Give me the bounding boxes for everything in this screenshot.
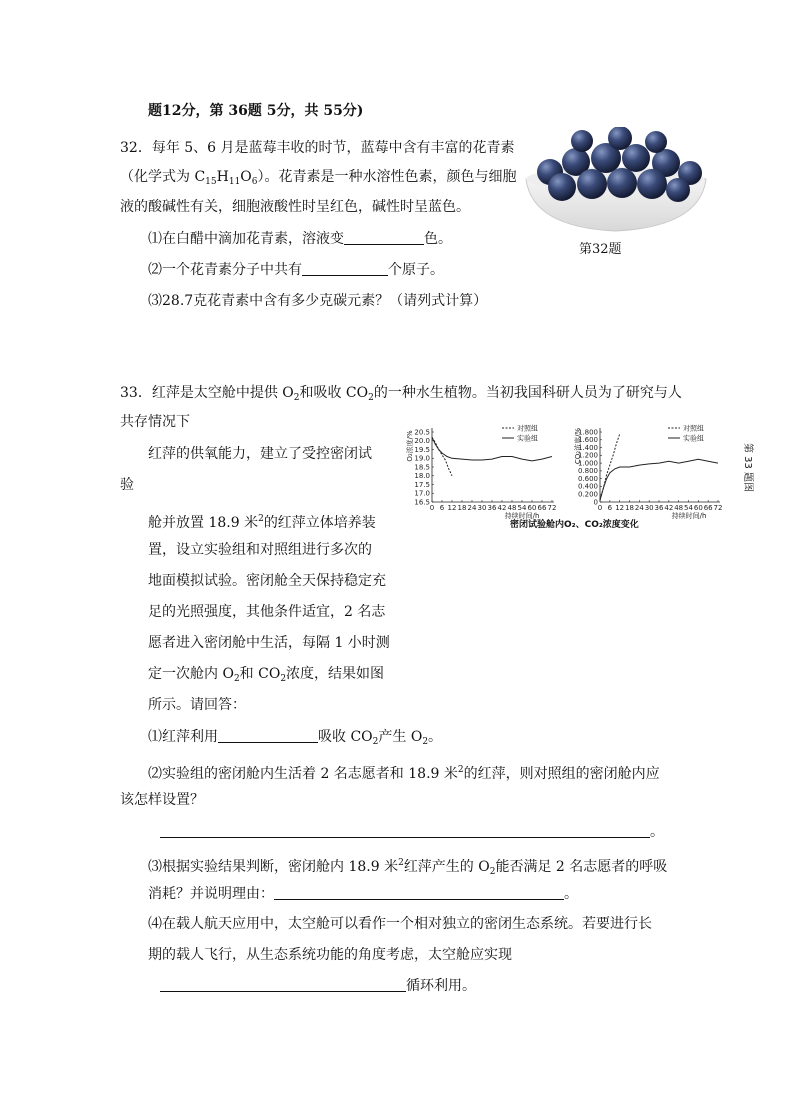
x-tick-label: 12	[447, 504, 457, 512]
q33-line9: 愿者进入密闭舱中生活，每隔 1 小时测	[148, 635, 390, 651]
series-line-experiment	[600, 459, 718, 500]
x-tick-label: 18	[625, 504, 634, 512]
y-tick-label: 0	[593, 498, 598, 507]
q33-part4-answer: 循环利用。	[160, 976, 476, 996]
x-tick-label: 54	[517, 504, 527, 512]
y-tick-label: 1.000	[577, 459, 598, 468]
q32-line3: 液的酸碱性有关，细胞液酸性时呈红色，碱性时呈蓝色。	[120, 199, 470, 215]
x-tick-label: 30	[644, 504, 654, 512]
x-tick-label: 24	[634, 504, 644, 512]
y-axis-label: O₂浓度/%	[406, 430, 414, 462]
x-tick-label: 6	[439, 504, 445, 512]
y-tick-label: 0.600	[577, 474, 598, 483]
q33-answer-blank-1[interactable]	[218, 728, 318, 743]
x-tick-label: 66	[703, 504, 713, 512]
q33-line7: 地面模拟试验。密闭舱全天保持稳定充	[148, 573, 386, 589]
y-tick-label: 19.5	[414, 445, 430, 454]
x-tick-label: 48	[507, 504, 517, 512]
q33-part2-answer: 。	[160, 822, 664, 842]
q33-line6: 置，设立实验组和对照组进行多次的	[148, 542, 372, 558]
y-tick-label: 1.600	[577, 436, 598, 445]
q32-part1: ⑴在白醋中滴加花青素，溶液变 色。	[148, 231, 452, 247]
x-tick-label: 42	[664, 504, 674, 512]
y-tick-label: 1.200	[577, 451, 598, 460]
x-tick-label: 24	[467, 504, 477, 512]
x-tick-label: 18	[457, 504, 467, 512]
y-tick-label: 16.5	[414, 498, 430, 507]
y-tick-label: 1.400	[577, 443, 598, 452]
side-figure-label-text: 第 33 题图	[742, 442, 754, 493]
q32-answer-blank-2[interactable]	[302, 261, 388, 276]
x-tick-label: 66	[537, 504, 547, 512]
legend-label: 实验组	[683, 434, 704, 443]
x-axis-label: 持续时间/h	[504, 512, 540, 520]
q32-part3: ⑶28.7克花青素中含有多少克碳元素？（请列式计算）	[148, 293, 488, 309]
y-tick-label: 20.5	[414, 428, 430, 437]
x-tick-label: 60	[527, 504, 537, 512]
q33-line1: 33．红萍是太空舱中提供 $O_2$和吸收 $CO_2$的一种水生植物。当初我国科研人员为了研究与人	[120, 385, 682, 403]
q33-line11: 所示。请回答：	[148, 697, 246, 713]
x-tick-label: 72	[547, 504, 557, 512]
q33-answer-blank-2[interactable]	[160, 823, 650, 838]
x-tick-label: 54	[684, 504, 693, 512]
y-tick-label: 19.0	[414, 454, 430, 463]
co2-chart	[568, 420, 728, 520]
y-tick-label: 1.800	[577, 428, 598, 437]
q33-answer-blank-4[interactable]	[160, 977, 406, 992]
q33-line2: 共存情况下	[120, 414, 190, 430]
legend-label: 对照组	[517, 424, 538, 433]
y-tick-label: 20.0	[414, 437, 430, 446]
chart-figure-caption: 密闭试验舱内O₂、CO₂浓度变化	[510, 520, 639, 530]
y-tick-label: 18.0	[414, 472, 430, 481]
q33-part4: ⑷在载人航天应用中，太空舱可以看作一个相对独立的密闭生态系统。若要进行长	[148, 916, 652, 932]
q32-line2: （化学式为 $C_{15}H_{11}O_6$）。花青素是一种水溶性色素，颜色与细胞	[120, 169, 517, 187]
x-tick-label: 30	[477, 504, 487, 512]
x-tick-label: 42	[497, 504, 507, 512]
q33-line8: 足的光照强度，其他条件适宜，2 名志	[148, 604, 386, 620]
x-tick-label: 36	[487, 504, 497, 512]
blueberry-bowl-image	[520, 127, 710, 235]
x-tick-label: 72	[713, 504, 723, 512]
y-tick-label: 17.5	[414, 480, 430, 489]
q33-part1: ⑴红萍利用 吸收 $CO_2$产生 $O_2$。	[148, 729, 443, 747]
q33-line3: 红萍的供氧能力，建立了受控密闭试	[148, 446, 372, 462]
side-figure-label	[735, 440, 765, 500]
q33-part4-cont: 期的载人飞行，从生态系统功能的角度考虑，太空舱应实现	[148, 947, 512, 963]
q33-answer-blank-3[interactable]	[274, 885, 564, 900]
o2-chart	[402, 420, 562, 520]
x-tick-label: 12	[615, 504, 625, 512]
q32-answer-blank-1[interactable]	[344, 230, 424, 245]
x-axis-label: 持续时间/h	[671, 512, 707, 520]
x-tick-label: 0	[597, 504, 603, 512]
x-tick-label: 0	[429, 504, 435, 512]
legend-label: 实验组	[517, 434, 538, 443]
q33-line5: 舱并放置 18.9 米$^2$的红萍立体培养装	[148, 514, 376, 531]
section-header: 题12分，第 36题 5分，共 55分)	[148, 103, 364, 119]
y-tick-label: 0.200	[577, 490, 598, 499]
q32-part2: ⑵一个花青素分子中共有 个原子。	[148, 262, 444, 278]
q32-figure-caption: 第32题	[579, 242, 622, 257]
y-tick-label: 17.0	[414, 489, 430, 498]
x-tick-label: 36	[654, 504, 664, 512]
q33-part3-cont: 消耗？并说明理由： 。	[148, 886, 578, 902]
x-tick-label: 48	[674, 504, 684, 512]
y-tick-label: 18.5	[414, 463, 430, 472]
y-tick-label: 0.800	[577, 467, 598, 476]
q33-part2: ⑵实验组的密闭舱内生活着 2 名志愿者和 18.9 米$^2$的红萍，则对照组的密闭舱内应	[148, 765, 660, 782]
legend-label: 对照组	[683, 424, 704, 433]
y-axis-label: CO₂浓度/%	[574, 427, 582, 465]
q33-line10: 定一次舱内 $O_2$和 $CO_2$浓度，结果如图	[148, 666, 385, 684]
q33-line4: 验	[120, 477, 134, 493]
y-tick-label: 0.400	[577, 482, 598, 491]
x-tick-label: 6	[607, 504, 613, 512]
q33-part3: ⑶根据实验结果判断，密闭舱内 18.9 米$^2$红萍产生的 $O_2$能否满足 2 名志愿者的呼吸	[148, 858, 668, 877]
q32-line1: 32．每年 5、6 月是蓝莓丰收的时节，蓝莓中含有丰富的花青素	[120, 140, 515, 156]
q33-part2-cont: 该怎样设置？	[120, 792, 204, 808]
x-tick-label: 60	[693, 504, 703, 512]
